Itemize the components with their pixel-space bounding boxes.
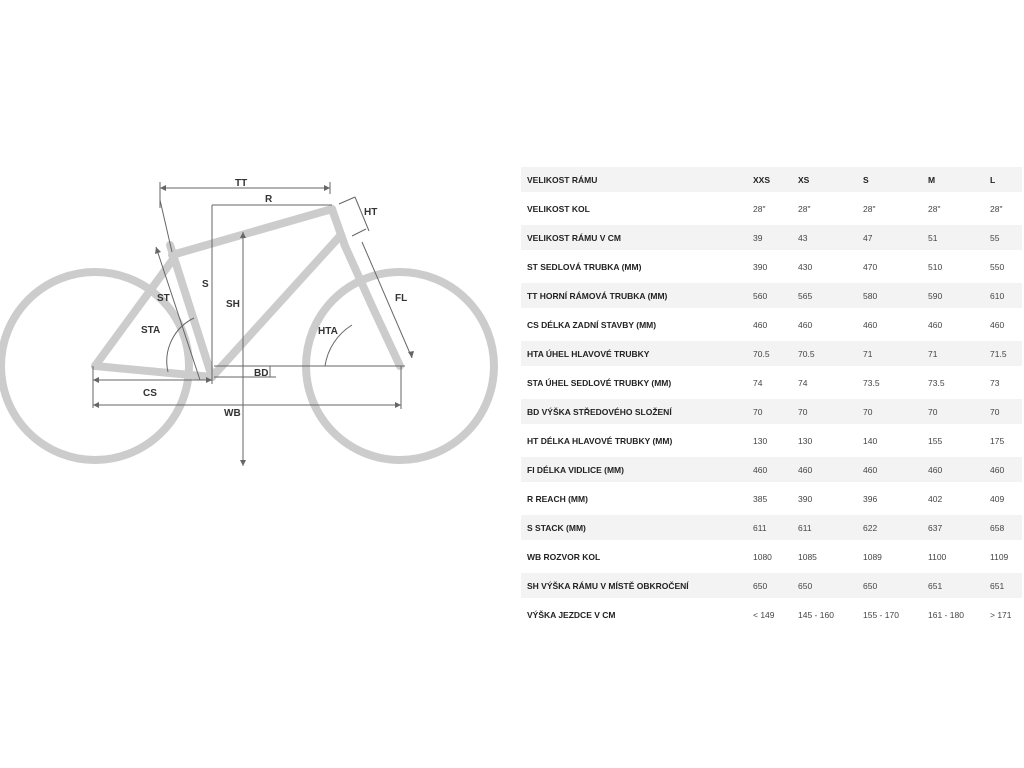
- row-value-l: 610: [990, 283, 1022, 308]
- row-value-xs: 1085: [798, 544, 863, 569]
- row-value-xxs: 650: [753, 573, 798, 598]
- table-row: [521, 370, 1022, 395]
- row-value-xs: 70: [798, 399, 863, 424]
- row-label: FI DÉLKA VIDLICE (MM): [521, 457, 753, 482]
- top-tube: [172, 209, 332, 255]
- table-header-row: [521, 167, 1022, 192]
- row-value-s: 140: [863, 428, 928, 453]
- table-row: [521, 225, 1022, 250]
- row-value-xxs: 1080: [753, 544, 798, 569]
- row-value-l: 70: [990, 399, 1022, 424]
- row-label: BD VÝŠKA STŘEDOVÉHO SLOŽENÍ: [521, 399, 753, 424]
- row-value-xxs: 385: [753, 486, 798, 511]
- row-value-xs: 28": [798, 196, 863, 221]
- label-tt: TT: [235, 178, 248, 189]
- row-label: VÝŠKA JEZDCE V CM: [521, 602, 753, 627]
- row-value-xs: 565: [798, 283, 863, 308]
- row-value-xs: 650: [798, 573, 863, 598]
- row-label: WB ROZVOR KOL: [521, 544, 753, 569]
- row-value-xxs: 70.5: [753, 341, 798, 366]
- label-ht: HT: [364, 207, 378, 218]
- label-sta: STA: [141, 325, 161, 336]
- table-row: [521, 515, 1022, 540]
- table-body: [521, 196, 1022, 627]
- label-sh: SH: [226, 299, 240, 310]
- row-value-m: 70: [928, 399, 990, 424]
- row-value-xs: 145 - 160: [798, 602, 863, 627]
- row-value-l: 73: [990, 370, 1022, 395]
- table-row: [521, 341, 1022, 366]
- label-wb: WB: [224, 408, 241, 419]
- row-value-m: 155: [928, 428, 990, 453]
- row-value-l: 651: [990, 573, 1022, 598]
- row-value-l: 175: [990, 428, 1022, 453]
- geometry-table: [521, 163, 1022, 631]
- row-value-m: 51: [928, 225, 990, 250]
- table-row: [521, 573, 1022, 598]
- row-value-xs: 430: [798, 254, 863, 279]
- row-value-s: 622: [863, 515, 928, 540]
- row-value-s: 580: [863, 283, 928, 308]
- row-value-s: 71: [863, 341, 928, 366]
- label-cs: CS: [143, 388, 157, 399]
- header-size-xs: XS: [798, 167, 863, 192]
- label-fl: FL: [395, 293, 408, 304]
- row-label: ST SEDLOVÁ TRUBKA (MM): [521, 254, 753, 279]
- row-value-xxs: 130: [753, 428, 798, 453]
- label-bd: BD: [254, 368, 269, 379]
- row-value-l: 460: [990, 312, 1022, 337]
- table-row: [521, 486, 1022, 511]
- row-value-s: 470: [863, 254, 928, 279]
- fork: [345, 246, 400, 366]
- frame: [95, 209, 400, 377]
- row-value-s: 28": [863, 196, 928, 221]
- label-hta: HTA: [318, 326, 338, 337]
- row-label: R REACH (MM): [521, 486, 753, 511]
- row-value-xs: 611: [798, 515, 863, 540]
- label-s: S: [202, 279, 209, 290]
- row-value-m: 651: [928, 573, 990, 598]
- row-value-xxs: 39: [753, 225, 798, 250]
- row-value-l: 55: [990, 225, 1022, 250]
- row-value-xxs: 390: [753, 254, 798, 279]
- row-value-m: 590: [928, 283, 990, 308]
- row-label: S STACK (MM): [521, 515, 753, 540]
- row-value-m: 510: [928, 254, 990, 279]
- row-value-m: 637: [928, 515, 990, 540]
- row-value-l: 71.5: [990, 341, 1022, 366]
- row-value-xxs: 28": [753, 196, 798, 221]
- row-value-s: 155 - 170: [863, 602, 928, 627]
- table-row: [521, 602, 1022, 627]
- row-value-m: 402: [928, 486, 990, 511]
- row-value-xxs: 460: [753, 457, 798, 482]
- label-r: R: [265, 194, 273, 205]
- row-value-xs: 43: [798, 225, 863, 250]
- row-value-l: 550: [990, 254, 1022, 279]
- row-value-m: 460: [928, 457, 990, 482]
- row-value-l: 460: [990, 457, 1022, 482]
- row-label: CS DÉLKA ZADNÍ STAVBY (MM): [521, 312, 753, 337]
- row-value-m: 460: [928, 312, 990, 337]
- row-label: VELIKOST RÁMU V CM: [521, 225, 753, 250]
- row-value-s: 460: [863, 312, 928, 337]
- table-row: [521, 254, 1022, 279]
- row-value-s: 47: [863, 225, 928, 250]
- row-value-xs: 70.5: [798, 341, 863, 366]
- row-value-l: 28": [990, 196, 1022, 221]
- row-value-m: 28": [928, 196, 990, 221]
- row-value-s: 460: [863, 457, 928, 482]
- row-value-xxs: 74: [753, 370, 798, 395]
- row-value-l: > 171: [990, 602, 1022, 627]
- table-row: [521, 283, 1022, 308]
- chain-stay: [95, 366, 212, 377]
- row-value-xs: 460: [798, 457, 863, 482]
- table-row: [521, 312, 1022, 337]
- row-value-xs: 390: [798, 486, 863, 511]
- table-row: [521, 428, 1022, 453]
- header-size-m: M: [928, 167, 990, 192]
- row-value-s: 70: [863, 399, 928, 424]
- row-label: HTA ÚHEL HLAVOVÉ TRUBKY: [521, 341, 753, 366]
- row-value-m: 73.5: [928, 370, 990, 395]
- row-value-m: 161 - 180: [928, 602, 990, 627]
- row-label: VELIKOST KOL: [521, 196, 753, 221]
- table-row: [521, 457, 1022, 482]
- table-row: [521, 399, 1022, 424]
- bike-geometry-diagram: [0, 0, 510, 768]
- row-label: STA ÚHEL SEDLOVÉ TRUBKY (MM): [521, 370, 753, 395]
- row-value-l: 658: [990, 515, 1022, 540]
- row-value-xxs: < 149: [753, 602, 798, 627]
- table-row: [521, 196, 1022, 221]
- header-size-s: S: [863, 167, 928, 192]
- row-label: SH VÝŠKA RÁMU V MÍSTĚ OBKROČENÍ: [521, 573, 753, 598]
- header-size-l: L: [990, 167, 1022, 192]
- label-st: ST: [157, 293, 170, 304]
- row-value-m: 1100: [928, 544, 990, 569]
- row-value-xxs: 70: [753, 399, 798, 424]
- row-value-xs: 130: [798, 428, 863, 453]
- row-value-s: 650: [863, 573, 928, 598]
- row-value-l: 1109: [990, 544, 1022, 569]
- row-value-xs: 74: [798, 370, 863, 395]
- row-label: TT HORNÍ RÁMOVÁ TRUBKA (MM): [521, 283, 753, 308]
- header-size-xxs: XXS: [753, 167, 798, 192]
- row-value-s: 1089: [863, 544, 928, 569]
- table-row: [521, 544, 1022, 569]
- row-value-xxs: 611: [753, 515, 798, 540]
- row-value-s: 396: [863, 486, 928, 511]
- row-value-l: 409: [990, 486, 1022, 511]
- row-value-xxs: 460: [753, 312, 798, 337]
- row-value-xs: 460: [798, 312, 863, 337]
- row-value-xxs: 560: [753, 283, 798, 308]
- header-label: VELIKOST RÁMU: [521, 167, 753, 192]
- dimension-lines: [93, 182, 412, 466]
- row-value-s: 73.5: [863, 370, 928, 395]
- row-label: HT DÉLKA HLAVOVÉ TRUBKY (MM): [521, 428, 753, 453]
- row-value-m: 71: [928, 341, 990, 366]
